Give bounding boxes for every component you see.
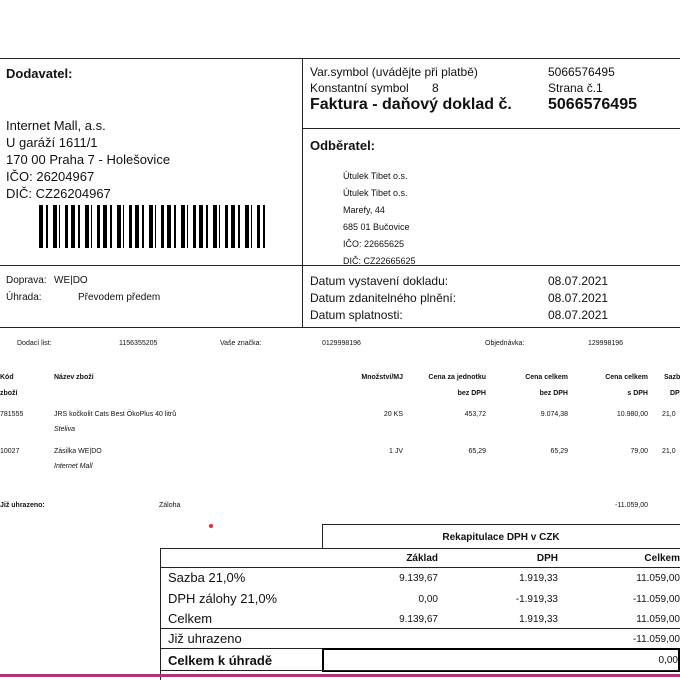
col-totalvat-header: Cena celkem [605,374,648,381]
item-sub: Steliva [54,426,76,433]
payment-label: Úhrada: [6,292,42,303]
recap-paid-value: -11.059,00 [632,634,680,645]
shipping-value: WE|DO [54,275,88,286]
recap-top-rule [322,524,680,525]
col-rate-header-2: DP [670,390,680,397]
item-rate: 21,0 [662,411,676,418]
supplier-name: Internet Mall, a.s. [6,118,106,133]
item-name: JRS kočkolit Cats Best ÖkoPlus 40 litrů [54,411,177,418]
recap-row-label: DPH zálohy 21,0% [168,591,278,606]
recap-row-total: -11.059,00 [632,594,680,605]
recap-paid-label: Již uhrazeno [168,631,242,646]
dates-values [548,273,608,324]
invoice-number: 5066576495 [548,96,637,113]
recap-row-label: Celkem [168,611,213,626]
recap-col-total: Celkem [644,553,680,564]
recap-row-vat: 1.919,33 [519,573,558,584]
item-qty: 20 KS [383,411,403,418]
recap-row-base: 0,00 [418,594,438,605]
recap-row-vat: -1.919,33 [515,594,558,605]
item-code: 781555 [0,411,24,418]
col-name-header: Název zboží [54,374,94,381]
item-code: 10027 [0,448,20,455]
dates-labels [310,273,456,324]
konst-symbol-value: 8 [432,81,439,95]
paid-value: -11.059,00 [615,502,648,509]
page-number: Strana č.1 [548,81,603,95]
order-label: Objednávka: [485,340,525,347]
recap-row-base: 9.139,67 [399,614,438,625]
recap-col-base: Základ [406,553,438,564]
date-label: Datum splatnosti: [310,308,403,322]
supplier-city: 170 00 Praha 7 - Holešovice [6,152,171,167]
supplier-ico: IČO: 26204967 [6,169,95,184]
date-label: Datum vystavení dokladu: [310,274,449,288]
item-total-vat: 10.980,00 [616,411,648,418]
red-marker-dot [209,524,213,528]
frame-top-rule [0,58,680,59]
col-unit-header-2: bez DPH [457,390,486,397]
frame-right-divider-1 [303,128,680,129]
date-value: 08.07.2021 [548,291,609,305]
recap-title: Rekapitulace DPH v CZK [442,532,560,543]
recap-row-label: Sazba 21,0% [168,570,246,585]
item-rate: 21,0 [662,448,676,455]
col-code-header: Kód [0,374,14,381]
recap-due-value: 0,00 [658,655,678,666]
item-total-vat: 79,00 [630,448,648,455]
recap-sum-rule [160,628,680,629]
frame-center-divider [302,58,303,328]
delivery-label: Dodací list: [17,340,52,347]
page-bottom-accent-rule [0,674,680,677]
date-value: 08.07.2021 [548,308,609,322]
item-total: 65,29 [550,448,568,455]
var-symbol-value: 5066576495 [548,65,615,79]
recap-colheader-rule [160,567,680,568]
col-total-header-2: bez DPH [539,390,568,397]
item-qty: 1 JV [388,448,403,455]
mark-value: 0129998196 [322,340,361,347]
item-sub: Internet Mall [54,463,93,470]
item-total: 9.074,38 [540,411,568,418]
customer-line: IČO: 22665625 [343,239,405,249]
customer-address [343,168,416,270]
recap-header-rule [160,548,680,549]
col-total-header: Cena celkem [525,374,568,381]
customer-line: Útulek Tibet o.s. [343,188,408,198]
supplier-street: U garáží 1611/1 [6,135,98,150]
recap-bottom-rule [160,670,680,671]
date-label: Datum zdanitelného plnění: [310,291,457,305]
recap-due-label: Celkem k úhradě [168,653,273,668]
item-unit-price: 65,29 [468,448,486,455]
item-unit-price: 453,72 [464,411,486,418]
invoice-title: Faktura - daňový doklad č. [310,96,512,113]
recap-col-vat: DPH [536,553,558,564]
mark-label: Vaše značka: [220,340,262,347]
frame-bottom-rule [0,327,680,328]
col-totalvat-header-2: s DPH [627,390,648,397]
customer-line: 685 01 Bučovice [343,222,410,232]
recap-row-base: 9.139,67 [399,573,438,584]
paid-desc: Záloha [159,502,181,509]
recap-row-total: 11.059,00 [636,573,680,584]
konst-symbol-label: Konstantní symbol [310,81,409,95]
delivery-value: 1156355205 [119,340,158,347]
recap-row-vat: 1.919,33 [519,614,558,625]
shipping-label: Doprava: [6,275,47,286]
barcode [39,205,265,248]
col-qty-header: Množství/MJ [361,374,403,381]
col-code-header-2: zboží [0,390,18,397]
customer-line: Útulek Tibet o.s. [343,171,408,181]
supplier-heading: Dodavatel: [6,66,73,81]
col-unit-header: Cena za jednotku [428,374,486,381]
customer-line: Marefy, 44 [343,205,385,215]
paid-label: Již uhrazeno: [0,502,45,509]
customer-line: DIČ: CZ22665625 [343,256,416,266]
item-name: Zásilka WE|DO [54,448,102,455]
supplier-dic: DIČ: CZ26204967 [6,186,111,201]
recap-row-total: 11.059,00 [636,614,680,625]
col-rate-header: Sazb [664,374,680,381]
order-value: 129998196 [588,340,624,347]
var-symbol-label: Var.symbol (uvádějte při platbě) [310,65,478,79]
frame-left-divider [0,265,302,266]
payment-value: Převodem předem [78,292,161,303]
date-value: 08.07.2021 [548,274,609,288]
customer-heading: Odběratel: [310,138,376,153]
